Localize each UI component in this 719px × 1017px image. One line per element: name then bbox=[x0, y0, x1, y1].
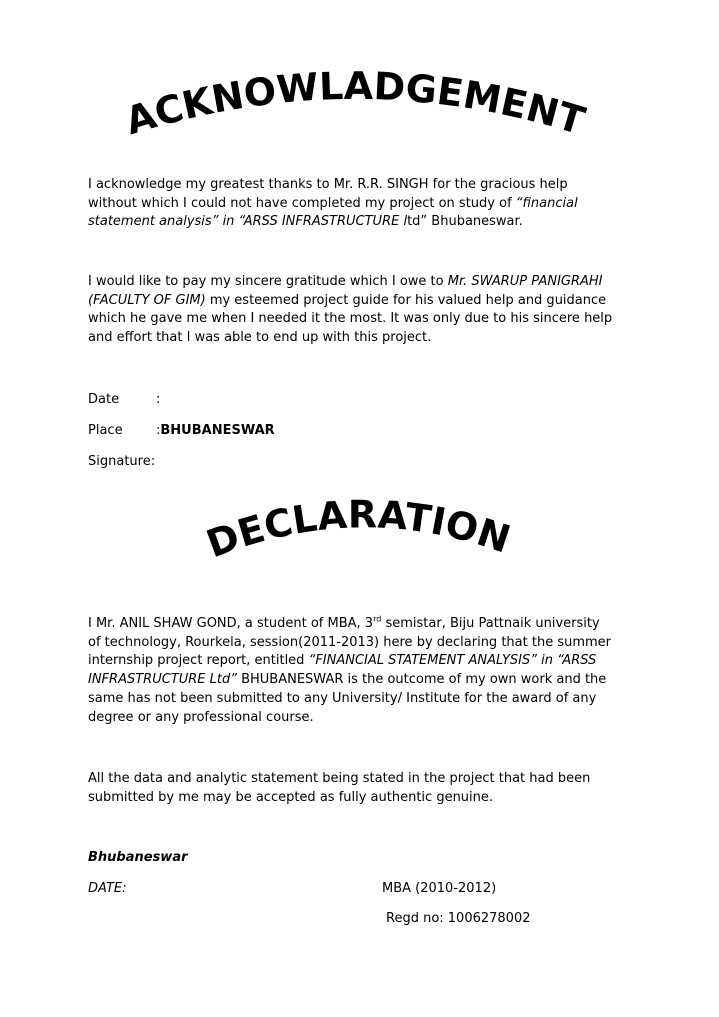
declaration-place: Bhubaneswar bbox=[88, 850, 188, 865]
text-line: internship project report, entitled “FINANCIAL STATEMENT ANALYSIS” in “ARSS bbox=[88, 653, 597, 669]
text-line: statement analysis” in “ARSS INFRASTRUCTURE ltd” Bhubaneswar. bbox=[88, 214, 523, 230]
text-line: degree or any professional course. bbox=[88, 709, 314, 725]
text-line: of technology, Rourkela, session(2011-2013) here by declaring that the summer bbox=[88, 634, 612, 650]
signature-label: Signature: bbox=[88, 454, 156, 469]
text-line: which he gave me when I needed it the most. It was only due to his sincere help bbox=[88, 311, 613, 327]
acknowledgement-title-text: ACKNOWLADGEMENT bbox=[120, 63, 590, 144]
declaration-paragraph-2 bbox=[88, 770, 633, 807]
date-separator: : bbox=[156, 392, 161, 407]
text-line: I Mr. ANIL SHAW GOND, a student of MBA, 3rd semistar, Biju Pattnaik university bbox=[88, 614, 600, 631]
text-line: and effort that I was able to end up with this project. bbox=[88, 330, 432, 346]
text-line: (FACULTY OF GIM) my esteemed project guide for his valued help and guidance bbox=[88, 292, 607, 308]
text-line: All the data and analytic statement being stated in the project that had been bbox=[88, 771, 591, 786]
declaration-paragraph-1 bbox=[88, 615, 633, 727]
declaration-title-text: DECLARATION bbox=[200, 492, 516, 567]
date-label: Date bbox=[88, 392, 120, 407]
declaration-date-label: DATE: bbox=[88, 881, 127, 896]
registration-number: Regd no: 1006278002 bbox=[386, 911, 531, 926]
place-label: Place bbox=[88, 423, 123, 438]
text-line: INFRASTRUCTURE Ltd” BHUBANESWAR is the outcome of my own work and the bbox=[88, 672, 607, 688]
text-line: I would like to pay my sincere gratitude which I owe to Mr. SWARUP PANIGRAHI bbox=[88, 274, 603, 289]
text-line: submitted by me may be accepted as fully authentic genuine. bbox=[88, 789, 494, 805]
mba-session: MBA (2010-2012) bbox=[382, 881, 497, 896]
text-line: I acknowledge my greatest thanks to Mr. R.R. SINGH for the gracious help bbox=[88, 177, 568, 192]
text-line: without which I could not have completed my project on study of “financial bbox=[88, 195, 578, 211]
place-value: BHUBANESWAR bbox=[160, 423, 275, 438]
text-line: same has not been submitted to any University/ Institute for the award of any bbox=[88, 690, 597, 706]
place-separator: : bbox=[156, 423, 161, 438]
